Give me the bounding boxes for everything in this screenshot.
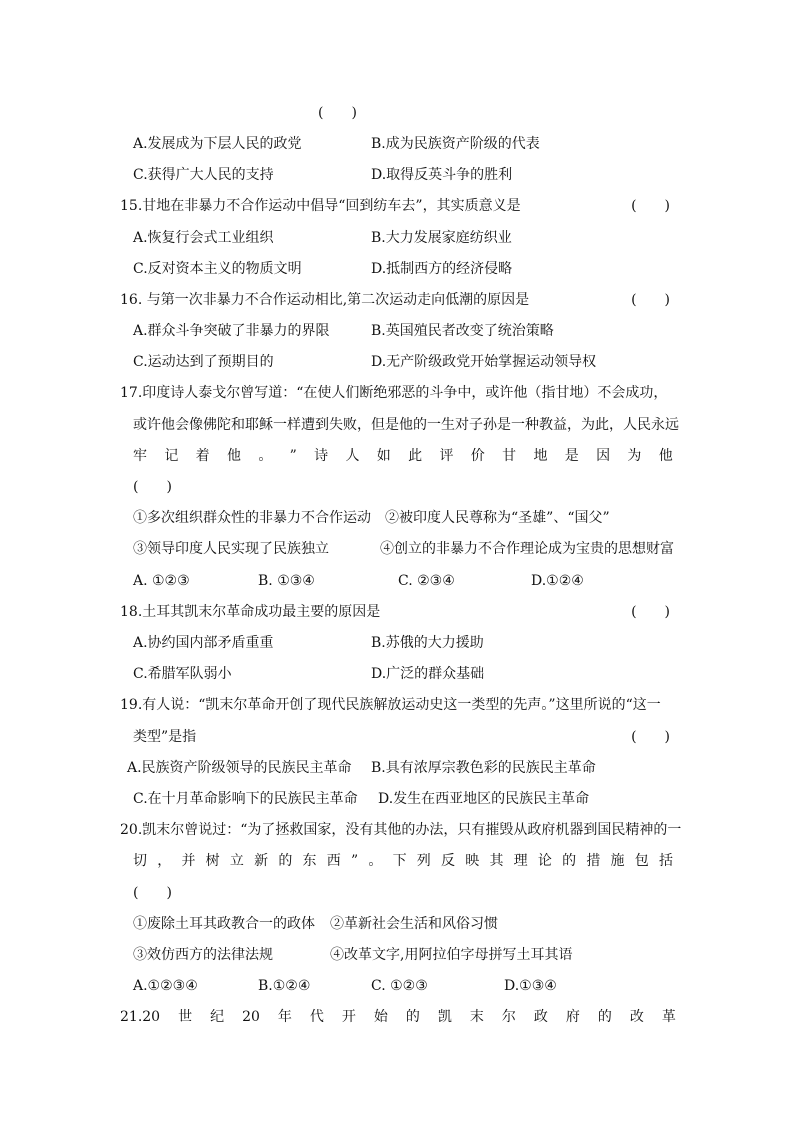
option-b: B.成为民族资产阶级的代表 xyxy=(371,136,540,152)
answer-paren: ( ) xyxy=(631,604,670,620)
question-21-stem: 21.20 世 纪 20 年 代 开 始 的 凯 末 尔 政 府 的 改 革 xyxy=(120,1009,676,1025)
answer-paren: ( ) xyxy=(133,479,172,495)
statement-3: ③效仿西方的法律法规 xyxy=(133,947,273,963)
option-c: C.在十月革命影响下的民族民主革命 xyxy=(133,791,358,807)
question-17-stem: 17.印度诗人泰戈尔曾写道：“在使人们断绝邪恶的斗争中，或许他（指甘地）不会成功， xyxy=(120,385,668,401)
question-20-stem: 20.凯末尔曾说过：“为了拯救国家，没有其他的办法，只有摧毁从政府机器到国民精神的一 xyxy=(120,822,682,838)
question-19-stem-line2: 类型”是指 xyxy=(133,729,197,745)
option-a: A.群众斗争突破了非暴力的界限 xyxy=(133,323,330,339)
option-d: D.发生在西亚地区的民族民主革命 xyxy=(378,791,590,807)
answer-paren: ( ) xyxy=(133,885,172,901)
question-16-stem: 16. 与第一次非暴力不合作运动相比,第二次运动走向低潮的原因是 xyxy=(120,292,530,308)
option-b: B.①②④ xyxy=(258,978,311,994)
option-a: A. ①②③ xyxy=(133,573,190,589)
option-b: B.英国殖民者改变了统治策略 xyxy=(371,323,554,339)
option-a: A.①②③④ xyxy=(133,978,198,994)
option-a: A.民族资产阶级领导的民族民主革命 xyxy=(127,760,352,776)
statement-1: ①多次组织群众性的非暴力不合作运动 xyxy=(133,510,371,526)
option-d: D.取得反英斗争的胜利 xyxy=(371,167,513,183)
option-b: B. ①③④ xyxy=(258,573,315,589)
option-d: D.①②④ xyxy=(531,573,584,589)
option-a: A.恢复行会式工业组织 xyxy=(133,230,274,246)
statement-1: ①废除土耳其政教合一的政体 xyxy=(133,916,315,932)
option-c: C. ①②③ xyxy=(371,978,428,994)
option-c: C.运动达到了预期目的 xyxy=(133,354,274,370)
answer-paren: ( ) xyxy=(318,105,357,121)
answer-paren: ( ) xyxy=(631,198,670,214)
statement-3: ③领导印度人民实现了民族独立 xyxy=(133,541,329,557)
question-15-stem: 15.甘地在非暴力不合作运动中倡导“回到纺车去”，其实质意义是 xyxy=(120,198,521,214)
question-19-stem: 19.有人说：“凯末尔革命开创了现代民族解放运动史这一类型的先声。”这里所说的“这一 xyxy=(120,697,661,713)
option-c: C. ②③④ xyxy=(398,573,455,589)
statement-4: ④创立的非暴力不合作理论成为宝贵的思想财富 xyxy=(380,541,674,557)
statement-2: ②革新社会生活和风俗习惯 xyxy=(330,916,498,932)
answer-paren: ( ) xyxy=(631,729,670,745)
option-d: D.抵制西方的经济侵略 xyxy=(371,261,513,277)
option-c: C.反对资本主义的物质文明 xyxy=(133,261,302,277)
option-d: D.无产阶级政党开始掌握运动领导权 xyxy=(371,354,597,370)
option-b: B.苏俄的大力援助 xyxy=(371,635,484,651)
answer-paren: ( ) xyxy=(631,292,670,308)
option-d: D.广泛的群众基础 xyxy=(371,666,485,682)
statement-4: ④改革文字,用阿拉伯字母拼写土耳其语 xyxy=(330,947,573,963)
question-18-stem: 18.土耳其凯末尔革命成功最主要的原因是 xyxy=(120,604,381,620)
option-d: D.①③④ xyxy=(504,978,557,994)
option-c: C.希腊军队弱小 xyxy=(133,666,232,682)
question-17-stem-line2: 或许他会像佛陀和耶稣一样遭到失败，但是他的一生对子孙是一种教益，为此，人民永远 xyxy=(133,417,679,433)
option-a: A.协约国内部矛盾重重 xyxy=(133,635,274,651)
option-b: B.具有浓厚宗教色彩的民族民主革命 xyxy=(371,760,596,776)
option-b: B.大力发展家庭纺织业 xyxy=(371,230,512,246)
question-20-stem-line2: 切 ， 并 树 立 新 的 东 西 ” 。 下 列 反 映 其 理 论 的 措 施 包 括 xyxy=(133,853,673,869)
option-c: C.获得广大人民的支持 xyxy=(133,167,274,183)
option-a: A.发展成为下层人民的政党 xyxy=(133,136,302,152)
statement-2: ②被印度人民尊称为“圣雄”、“国父” xyxy=(385,510,610,526)
question-17-stem-line3: 牢 记 着 他 。 ” 诗 人 如 此 评 价 甘 地 是 因 为 他 xyxy=(133,448,673,464)
